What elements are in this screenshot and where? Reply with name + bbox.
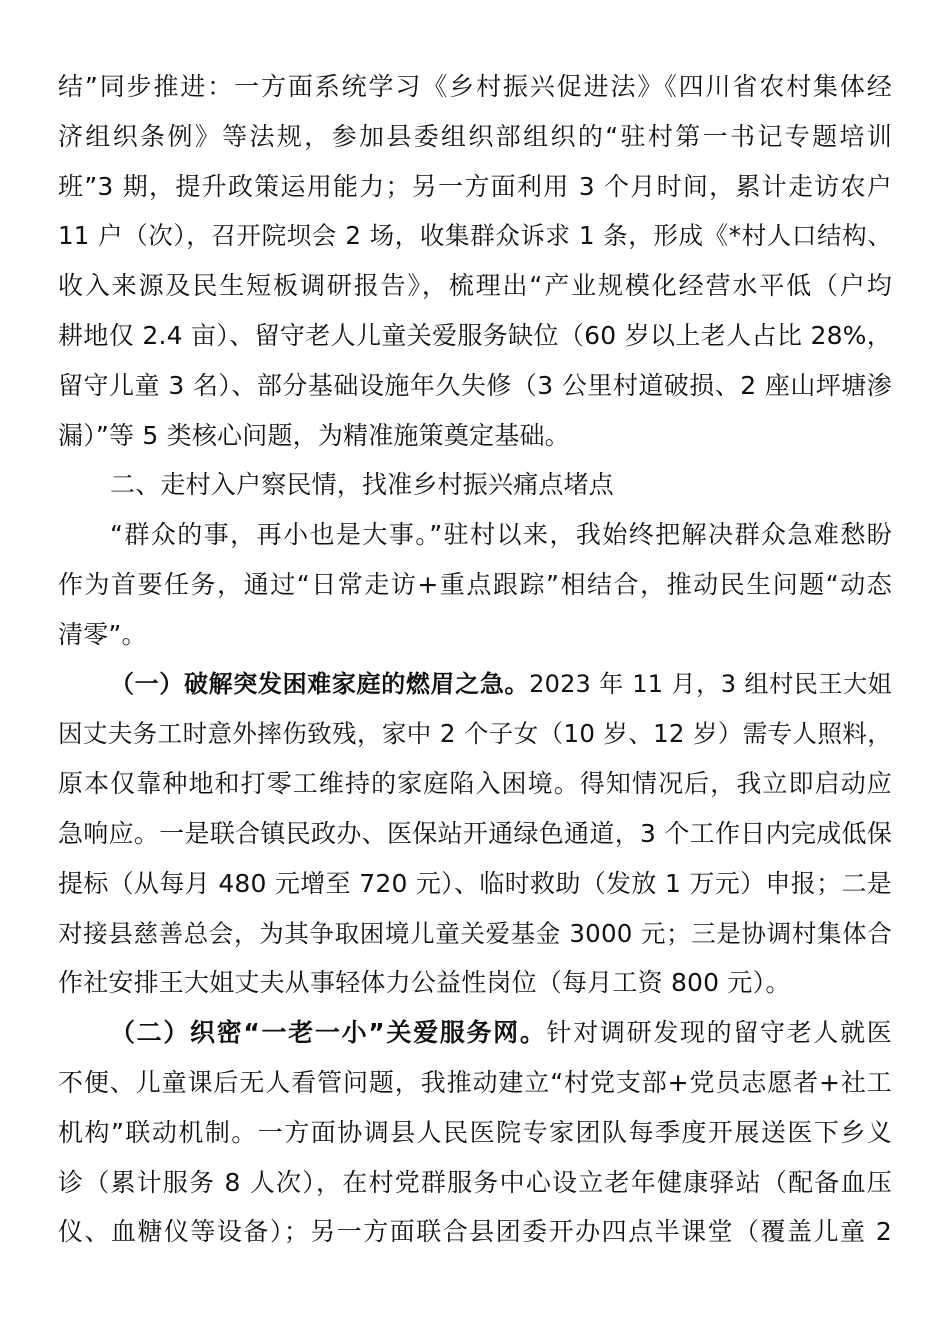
paragraph-1-line-7: 留守儿童 3 名）、部分基础设施年久失修（3 公里村道破损、2 座山坪塘渗 bbox=[58, 370, 892, 400]
paragraph-3-line-2: 因丈夫务工时意外摔伤致残，家中 2 个子女（10 岁、12 岁）需专人照料， bbox=[58, 719, 892, 749]
paragraph-1-line-4: 11 户（次），召开院坝会 2 场，收集群众诉求 1 条，形成《*村人口结构、 bbox=[58, 221, 892, 251]
paragraph-1-line-6: 耕地仅 2.4 亩）、留守老人儿童关爱服务缺位（60 岁以上老人占比 28%， bbox=[58, 320, 892, 350]
paragraph-3-line-6: 对接县慈善总会，为其争取困境儿童关爱基金 3000 元；三是协调村集体合 bbox=[58, 918, 892, 948]
paragraph-3-line-3: 原本仅靠种地和打零工维持的家庭陷入困境。得知情况后，我立即启动应 bbox=[58, 769, 892, 799]
paragraph-3-line-4: 急响应。一是联合镇民政办、医保站开通绿色通道，3 个工作日内完成低保 bbox=[58, 818, 892, 848]
paragraph-4-line-5: 仪、血糖仪等设备）；另一方面联合县团委开办四点半课堂（覆盖儿童 2 bbox=[58, 1217, 892, 1247]
paragraph-2-line-1: “群众的事，再小也是大事。”驻村以来，我始终把解决群众急难愁盼 bbox=[110, 520, 892, 550]
paragraph-1-line-2: 济组织条例》等法规，参加县委组织部组织的“驻村第一书记专题培训 bbox=[58, 121, 892, 151]
paragraph-4-first-line-rest: 针对调研发现的留守老人就医 bbox=[546, 1018, 892, 1048]
paragraph-4-line-2: 不便、儿童课后无人看管问题，我推动建立“村党支部+党员志愿者+社工 bbox=[58, 1067, 892, 1097]
paragraph-3-first-line-rest: 2023 年 11 月，3 组村民王大姐 bbox=[529, 669, 892, 698]
paragraph-3-line-5: 提标（从每月 480 元增至 720 元）、临时救助（发放 1 万元）申报；二是 bbox=[58, 868, 892, 898]
paragraph-4-line-1 bbox=[58, 1008, 892, 1058]
section-2-heading: 二、走村入户察民情，找准乡村振兴痛点堵点 bbox=[110, 470, 615, 500]
paragraph-1 bbox=[58, 62, 892, 460]
paragraph-3-line-1 bbox=[58, 660, 892, 710]
paragraph-2-line-2: 作为首要任务，通过“日常走访+重点跟踪”相结合，推动民生问题“动态 bbox=[58, 569, 892, 599]
paragraph-4-line-3: 机构”联动机制。一方面协调县人民医院专家团队每季度开展送医下乡义 bbox=[58, 1117, 892, 1147]
document-page bbox=[58, 62, 892, 1257]
paragraph-3 bbox=[58, 660, 892, 1009]
paragraph-1-line-1: 结”同步推进：一方面系统学习《乡村振兴促进法》《四川省农村集体经 bbox=[58, 72, 892, 101]
paragraph-1-line-8: 漏）”等 5 类核心问题，为精准施策奠定基础。 bbox=[58, 420, 570, 450]
paragraph-3-bold-lead: （一）破解突发困难家庭的燃眉之急。 bbox=[110, 669, 530, 698]
paragraph-1-line-5: 收入来源及民生短板调研报告》，梳理出“产业规模化经营水平低（户均 bbox=[58, 271, 892, 301]
paragraph-4 bbox=[58, 1008, 892, 1257]
paragraph-2-line-3: 清零”。 bbox=[58, 619, 147, 649]
paragraph-3-line-7: 作社安排王大姐丈夫从事轻体力公益性岗位（每月工资 800 元）。 bbox=[58, 968, 791, 998]
paragraph-1-line-3: 班”3 期，提升政策运用能力；另一方面利用 3 个月时间，累计走访农户 bbox=[58, 171, 892, 201]
paragraph-4-bold-lead: （二）织密“一老一小”关爱服务网。 bbox=[110, 1018, 547, 1048]
paragraph-4-line-4: 诊（累计服务 8 人次），在村党群服务中心设立老年健康驿站（配备血压 bbox=[58, 1167, 892, 1197]
paragraph-2 bbox=[58, 510, 892, 659]
